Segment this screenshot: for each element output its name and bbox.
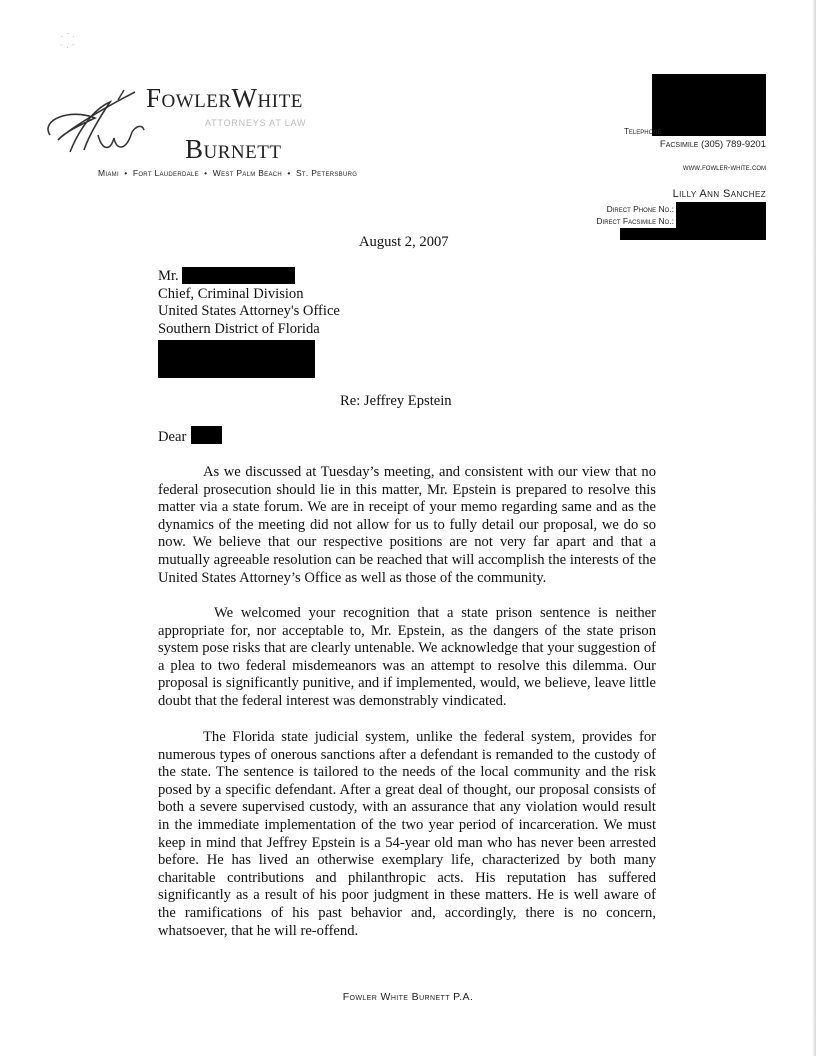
body-paragraph-3: The Florida state judicial system, unlike the federal system, provides for numerous types of onerous sanctions after a defendant is remanded to the custody of the state. The sentence is tailored to the needs of the local community and the risk posed by a specific defendant. After a great deal of thought, our proposal consists of both a severe supervised custody, with an assurance that any violation would result in the immediate implementation of the two year period of incarceration. We must keep in mind that Jeffrey Epstein is a 54-year old man who has never been arrested before. He has lived an otherwise exemplary life, characterized by both many charitable contributions and philanthropic acts. His reputation has suffered significantly as a result of his poor judgment in these matters. He is well aware of the ramifications of his past behavior and, accordingly, there is no concern, whatsoever, that he will re-offend. — [158, 729, 656, 939]
website: www.fowler-white.com — [682, 163, 766, 172]
direct-fax-label: Direct Facsimile No.: — [596, 216, 674, 226]
recipient-district: Southern District of Florida — [158, 320, 320, 337]
recipient-prefix: Mr. — [158, 268, 179, 284]
facsimile-number: Facsimile (305) 789-9201 — [659, 139, 766, 150]
redaction-recipient-address — [158, 340, 315, 378]
redaction-greeting-name — [191, 426, 222, 444]
footer-firm-name: Fowler White Burnett P.A. — [342, 991, 474, 1003]
office-cities: Miami • Fort Lauderdale • West Palm Beach • St. Petersburg — [98, 168, 358, 178]
re-line: Re: Jeffrey Epstein — [340, 393, 452, 409]
greeting: Dear — [158, 429, 187, 445]
recipient-office: United States Attorney's Office — [158, 303, 340, 319]
recipient-title: Chief, Criminal Division — [158, 285, 304, 302]
redaction-direct-fax — [676, 214, 766, 228]
letter-date: August 2, 2007 — [359, 234, 449, 250]
body-paragraph-2: We welcomed your recognition that a state prison sentence is neither appropriate for, nor acceptable to, Mr. Epstein, as the dangers of the state prison system pose risks that are clearly untenable. We acknowledge that your suggestion of a plea to two federal misdemeanors was an attempt to resolve this dilemma. Our proposal is significantly punitive, and if implemented, would, we believe, leave little doubt that the federal interest was demonstrably vindicated. — [158, 605, 656, 709]
firm-name-line2: Burnett — [185, 134, 282, 164]
redaction-contact-top — [652, 74, 766, 136]
body-paragraph-1: As we discussed at Tuesday’s meeting, and consistent with our view that no federal prosecution should lie in this matter, Mr. Epstein is prepared to resolve this matter via a state forum. We are in receipt of your memo regarding same and as the dynamics of the meeting did not allow for us to fully detail our proposal, we do so now. We believe that our respective positions are not very far apart and that a mutually agreeable resolution can be reached that will accomplish the interests of the United States Attorney’s Office as well as those of the community. — [158, 464, 656, 586]
redaction-email — [620, 228, 766, 240]
scan-smudge: · ˜ · ¨ · ˉ — [60, 32, 75, 54]
firm-name-line1: FowlerWhite — [146, 83, 303, 113]
telephone-label: Telephone — [624, 127, 662, 136]
scan-edge-shadow — [812, 0, 816, 1056]
attorney-name: Lilly Ann Sanchez — [672, 188, 766, 200]
direct-phone-label: Direct Phone No.: — [606, 204, 674, 214]
firm-monogram-logo — [40, 80, 150, 165]
redaction-recipient-name — [182, 267, 295, 284]
firm-tagline: ATTORNEYS AT LAW — [205, 118, 307, 128]
